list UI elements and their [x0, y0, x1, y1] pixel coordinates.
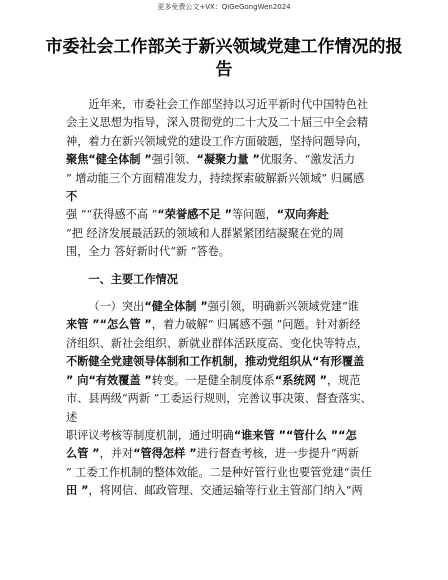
intro-line: 神，着力在新兴领域党的建设工作方面破题，坚持问题导向， [66, 134, 369, 148]
text-run: ，并对 [99, 447, 134, 461]
section-line [66, 353, 392, 371]
text-run: 强引领，明确新兴领域党建“谁 [207, 300, 359, 314]
text-run: ” 增动能三个方面精准发力，持续探索破解新兴领域“ 归属感 [66, 171, 365, 185]
text-run: 进行督查考核，进一步提升“两新 [196, 447, 359, 461]
text-run: ，规范 [327, 373, 361, 387]
text-run: 等问题， [231, 208, 277, 222]
emphasis-text: “健全体制 ” [144, 300, 208, 314]
section-line [66, 482, 392, 500]
emphasis-text: 么管 ” [66, 447, 100, 461]
section-line [66, 372, 392, 390]
section-line [66, 335, 392, 353]
text-run: 市、县两级“两新 ”工委运行规则，完善议事决策、督查落实、 [66, 392, 372, 406]
intro-line [66, 225, 392, 243]
text-run: 济组织、新社会组织、新就业群体活跃度高、变化快等特点， [66, 336, 369, 350]
document-body [66, 96, 392, 501]
text-run: 职评议考核等制度机制，通过明确 [66, 428, 234, 442]
emphasis-text: 聚焦“健全体制 ” [66, 153, 152, 167]
text-run: 围，全力 答好新时代“新 ”答卷。 [66, 245, 230, 259]
section-line [66, 409, 392, 427]
emphasis-text: 不 [66, 190, 78, 204]
emphasis-text: “凝聚力量 ” [196, 153, 260, 167]
text-run: 述 [66, 410, 78, 424]
emphasis-text: ” 向 [66, 373, 89, 387]
intro-line [66, 188, 392, 206]
intro-line [66, 170, 392, 188]
emphasis-text: “管得怎样 ” [133, 447, 197, 461]
emphasis-text: 不断健全党建领导体制和工作机制，推动党组织从 [66, 355, 313, 369]
section-line [66, 390, 392, 408]
header-note: 更多免费公文+VX：QiGeGongWen2024 [157, 3, 291, 11]
text-run: 强 ”“获得感不高 ” [66, 208, 158, 222]
text-run: （一）突出 [88, 300, 145, 314]
document-title: 市委社会工作部关于新兴领域党建工作情况的报告 [45, 37, 403, 80]
intro-line [66, 206, 392, 224]
section-line [66, 445, 392, 463]
section-heading: 一、主要工作情况 [88, 272, 178, 286]
text-run: ” 工委工作机制的整体效能。二是种好管行业也要管党建“责任 [66, 465, 372, 479]
emphasis-text: 来管 ” [66, 318, 100, 332]
intro-line [66, 151, 392, 169]
section-line [66, 427, 392, 445]
emphasis-text: 田 ” [66, 484, 89, 498]
emphasis-text: “谁来管 ”“管什么 ”“怎 [233, 428, 357, 442]
emphasis-text: “有形覆盖 [312, 355, 365, 369]
intro-line: 近年来，市委社会工作部坚持以习近平新时代中国特色社 [88, 98, 369, 111]
section-line [66, 464, 392, 482]
section-line [66, 316, 392, 334]
emphasis-text: “系统网 ” [274, 373, 328, 387]
intro-line [66, 243, 392, 261]
emphasis-text: “有效覆盖 ” [88, 373, 152, 387]
text-run: ，着力破解“ 归属感不强 ”问题。针对新经 [151, 318, 361, 332]
section-line [66, 298, 392, 316]
text-run: ，将网信、邮政管理、交通运输等行业主管部门纳入“两 [88, 484, 363, 498]
text-run: 优服务、“激发活力 [259, 153, 356, 167]
emphasis-text: “荣誉感不足 ” [157, 208, 232, 222]
intro-line: 会主义思想为指导，深入贯彻党的二十大及二十届三中全会精 [66, 116, 369, 130]
text-run: 强引领、 [151, 153, 197, 167]
text-run: ”把 经济发展最活跃的领域和人群紧紧团结凝聚在党的周 [66, 226, 344, 240]
emphasis-text: “怎么管 ” [99, 318, 152, 332]
text-run: 转变。一是健全制度体系 [151, 373, 275, 387]
emphasis-text: “双向奔赴 [276, 208, 329, 222]
